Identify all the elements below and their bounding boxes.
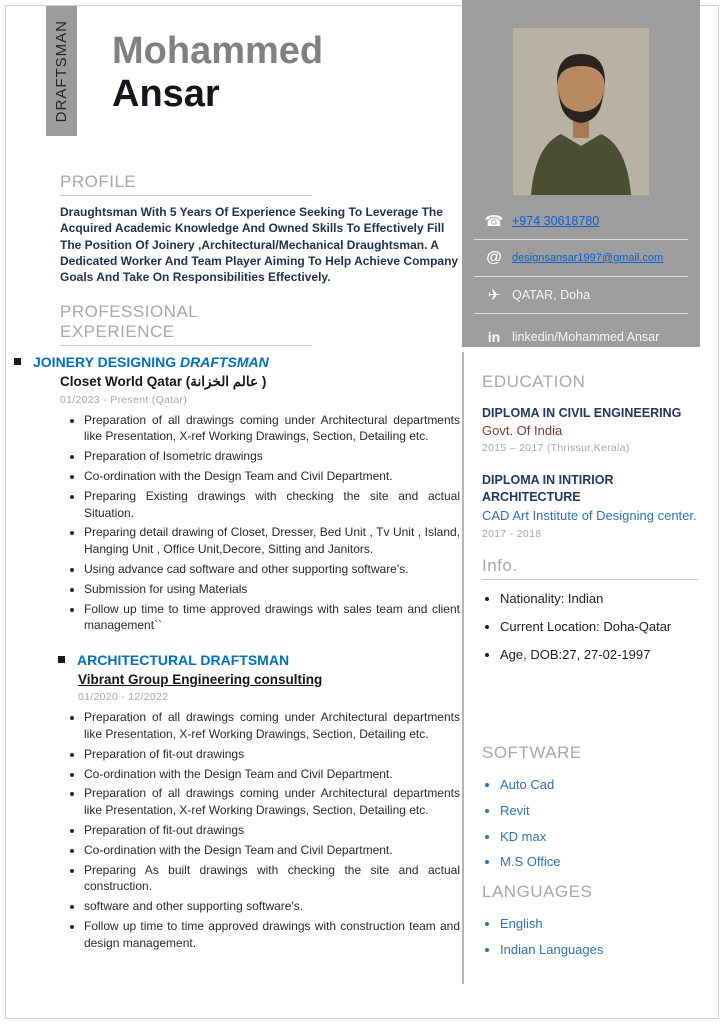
school-name: CAD Art Institute of Designing center. bbox=[482, 507, 697, 523]
location-plane-icon: ✈ bbox=[487, 287, 501, 304]
software-item: • Revit bbox=[500, 802, 698, 821]
languages-heading: LANGUAGES bbox=[482, 882, 593, 902]
job-architectural-draftsman bbox=[14, 652, 460, 951]
job-duty-item: • Co-ordination with the Design Team and Civil Department. bbox=[84, 766, 460, 783]
job-duty-item: • Follow up time to time approved drawings with construction team and design management. bbox=[84, 918, 460, 952]
software-heading: SOFTWARE bbox=[482, 742, 582, 762]
info-item: • Age, DOB:27, 27-02-1997 bbox=[500, 646, 698, 665]
education-dates: 2017 - 2018 bbox=[482, 528, 542, 541]
job-dates: 01/2023 - Present (Qatar) bbox=[60, 393, 188, 406]
email-at-icon: @ bbox=[486, 249, 502, 266]
location-text: QATAR, Doha bbox=[512, 287, 591, 302]
last-name: Ansar bbox=[112, 72, 220, 115]
education-heading: EDUCATION bbox=[482, 372, 586, 391]
software-item: • M.S Office bbox=[500, 853, 698, 872]
school-name: Govt. Of India bbox=[482, 423, 563, 439]
job-duty-item: • Co-ordination with the Design Team and Civil Department. bbox=[84, 842, 460, 859]
job-duty-item: • Follow up time to time approved drawings with sales team and client management`` bbox=[84, 601, 460, 635]
job-duty-item: • software and other supporting software's. bbox=[84, 898, 460, 915]
job-title bbox=[14, 354, 460, 370]
first-name: Mohammed bbox=[112, 30, 324, 72]
right-column bbox=[482, 372, 698, 967]
job-title-text: ARCHITECTURAL DRAFTSMAN bbox=[77, 652, 290, 669]
company-name: Vibrant Group Engineering consulting bbox=[78, 672, 323, 688]
info-heading: Info. bbox=[482, 556, 698, 580]
linkedin-icon: in bbox=[487, 329, 501, 345]
email-link[interactable]: designsansar1997@gmail.com bbox=[512, 252, 664, 264]
company-name: Closet World Qatar (عالم الخزانة ) bbox=[60, 373, 267, 389]
job-joinery-draftsman bbox=[14, 354, 460, 635]
education-dates: 2015 – 2017 (Thrissur,Kerala) bbox=[482, 442, 630, 455]
job-title-italic-text: DRAFTSMAN bbox=[180, 353, 269, 370]
info-item: • Current Location: Doha-Qatar bbox=[500, 618, 698, 637]
languages-list bbox=[482, 915, 698, 960]
left-column bbox=[14, 172, 460, 959]
profile-summary: Draughtsman With 5 Years Of Experience Seeking To Leverage The Acquired Academic Knowledge And Owned Skills To Effectively Fill The Position Of Joinery ,Architectural/Mechanical Draughtsman. A Dedicated Worker And Team Player Aiming To Help Achieve Company Goals And Take On Responsibilities Effectively. bbox=[60, 205, 459, 285]
job-duty-item: • Preparation of all drawings coming under Architectural departments like Presentation, X-ref Working Drawings, Section, Detailing etc. bbox=[84, 412, 460, 446]
phone-link[interactable]: +974 30618780 bbox=[512, 214, 600, 228]
vertical-role-tab bbox=[46, 6, 77, 136]
contact-row-linkedin bbox=[474, 314, 688, 360]
job-title-text: JOINERY DESIGNING bbox=[33, 353, 177, 370]
job-duty-item: • Preparation of all drawings coming under Architectural departments like Presentation, X-ref Working Drawings, Section, Detailing etc. bbox=[84, 785, 460, 819]
job-duty-list bbox=[60, 412, 460, 635]
contact-list bbox=[474, 203, 688, 360]
job-duty-list bbox=[60, 709, 460, 951]
job-duty-item: • Preparation of fit-out drawings bbox=[84, 822, 460, 839]
square-bullet-icon bbox=[58, 656, 65, 663]
job-title bbox=[58, 652, 460, 668]
name-block bbox=[112, 30, 323, 115]
job-duty-item: • Co-ordination with the Design Team and Civil Department. bbox=[84, 468, 460, 485]
software-item: • Auto Cad bbox=[500, 776, 698, 795]
software-item: • KD max bbox=[500, 828, 698, 847]
contact-row-phone bbox=[474, 203, 688, 240]
language-item: • Indian Languages bbox=[500, 941, 698, 960]
degree-name: DIPLOMA IN INTIRIOR ARCHITECTURE bbox=[482, 473, 614, 504]
language-item: • English bbox=[500, 915, 698, 934]
education-item-civil bbox=[482, 405, 698, 454]
contact-row-email bbox=[474, 240, 688, 277]
contact-sidebar bbox=[462, 0, 700, 347]
square-bullet-icon bbox=[14, 358, 21, 365]
job-duty-item: • Preparation of fit-out drawings bbox=[84, 746, 460, 763]
profile-photo bbox=[513, 28, 649, 195]
phone-icon: ☎ bbox=[484, 213, 504, 230]
info-item: • Nationality: Indian bbox=[500, 590, 698, 609]
linkedin-text[interactable]: linkedin/Mohammed Ansar bbox=[512, 329, 660, 344]
contact-row-location bbox=[474, 277, 688, 314]
job-duty-item: • Preparing Existing drawings with checking the site and actual Situation. bbox=[84, 488, 460, 522]
job-duty-item: • Using advance cad software and other supporting software's. bbox=[84, 561, 460, 578]
job-duty-item: • Preparing As built drawings with checking the site and actual construction. bbox=[84, 862, 460, 896]
job-dates: 01/2020 - 12/2022 bbox=[78, 691, 169, 704]
job-duty-item: • Submission for using Materials bbox=[84, 581, 460, 598]
education-item-interior bbox=[482, 472, 698, 540]
experience-heading: PROFESSIONAL EXPERIENCE bbox=[60, 302, 312, 346]
vertical-role-label: DRAFTSMAN bbox=[53, 19, 70, 123]
degree-name: DIPLOMA IN CIVIL ENGINEERING bbox=[482, 406, 682, 420]
job-duty-item: • Preparation of all drawings coming under Architectural departments like Presentation, X-ref Working Drawings, Section, Detailing etc. bbox=[84, 709, 460, 743]
job-duty-item: • Preparation of Isometric drawings bbox=[84, 448, 460, 465]
info-list bbox=[482, 590, 698, 665]
job-duty-item: • Preparing detail drawing of Closet, Dresser, Bed Unit , Tv Unit , Island, Hanging Unit , Office Unit,Decore, Sitting and Janitors. bbox=[84, 524, 460, 558]
profile-heading: PROFILE bbox=[60, 172, 312, 196]
column-divider bbox=[462, 352, 464, 984]
software-list bbox=[482, 776, 698, 872]
